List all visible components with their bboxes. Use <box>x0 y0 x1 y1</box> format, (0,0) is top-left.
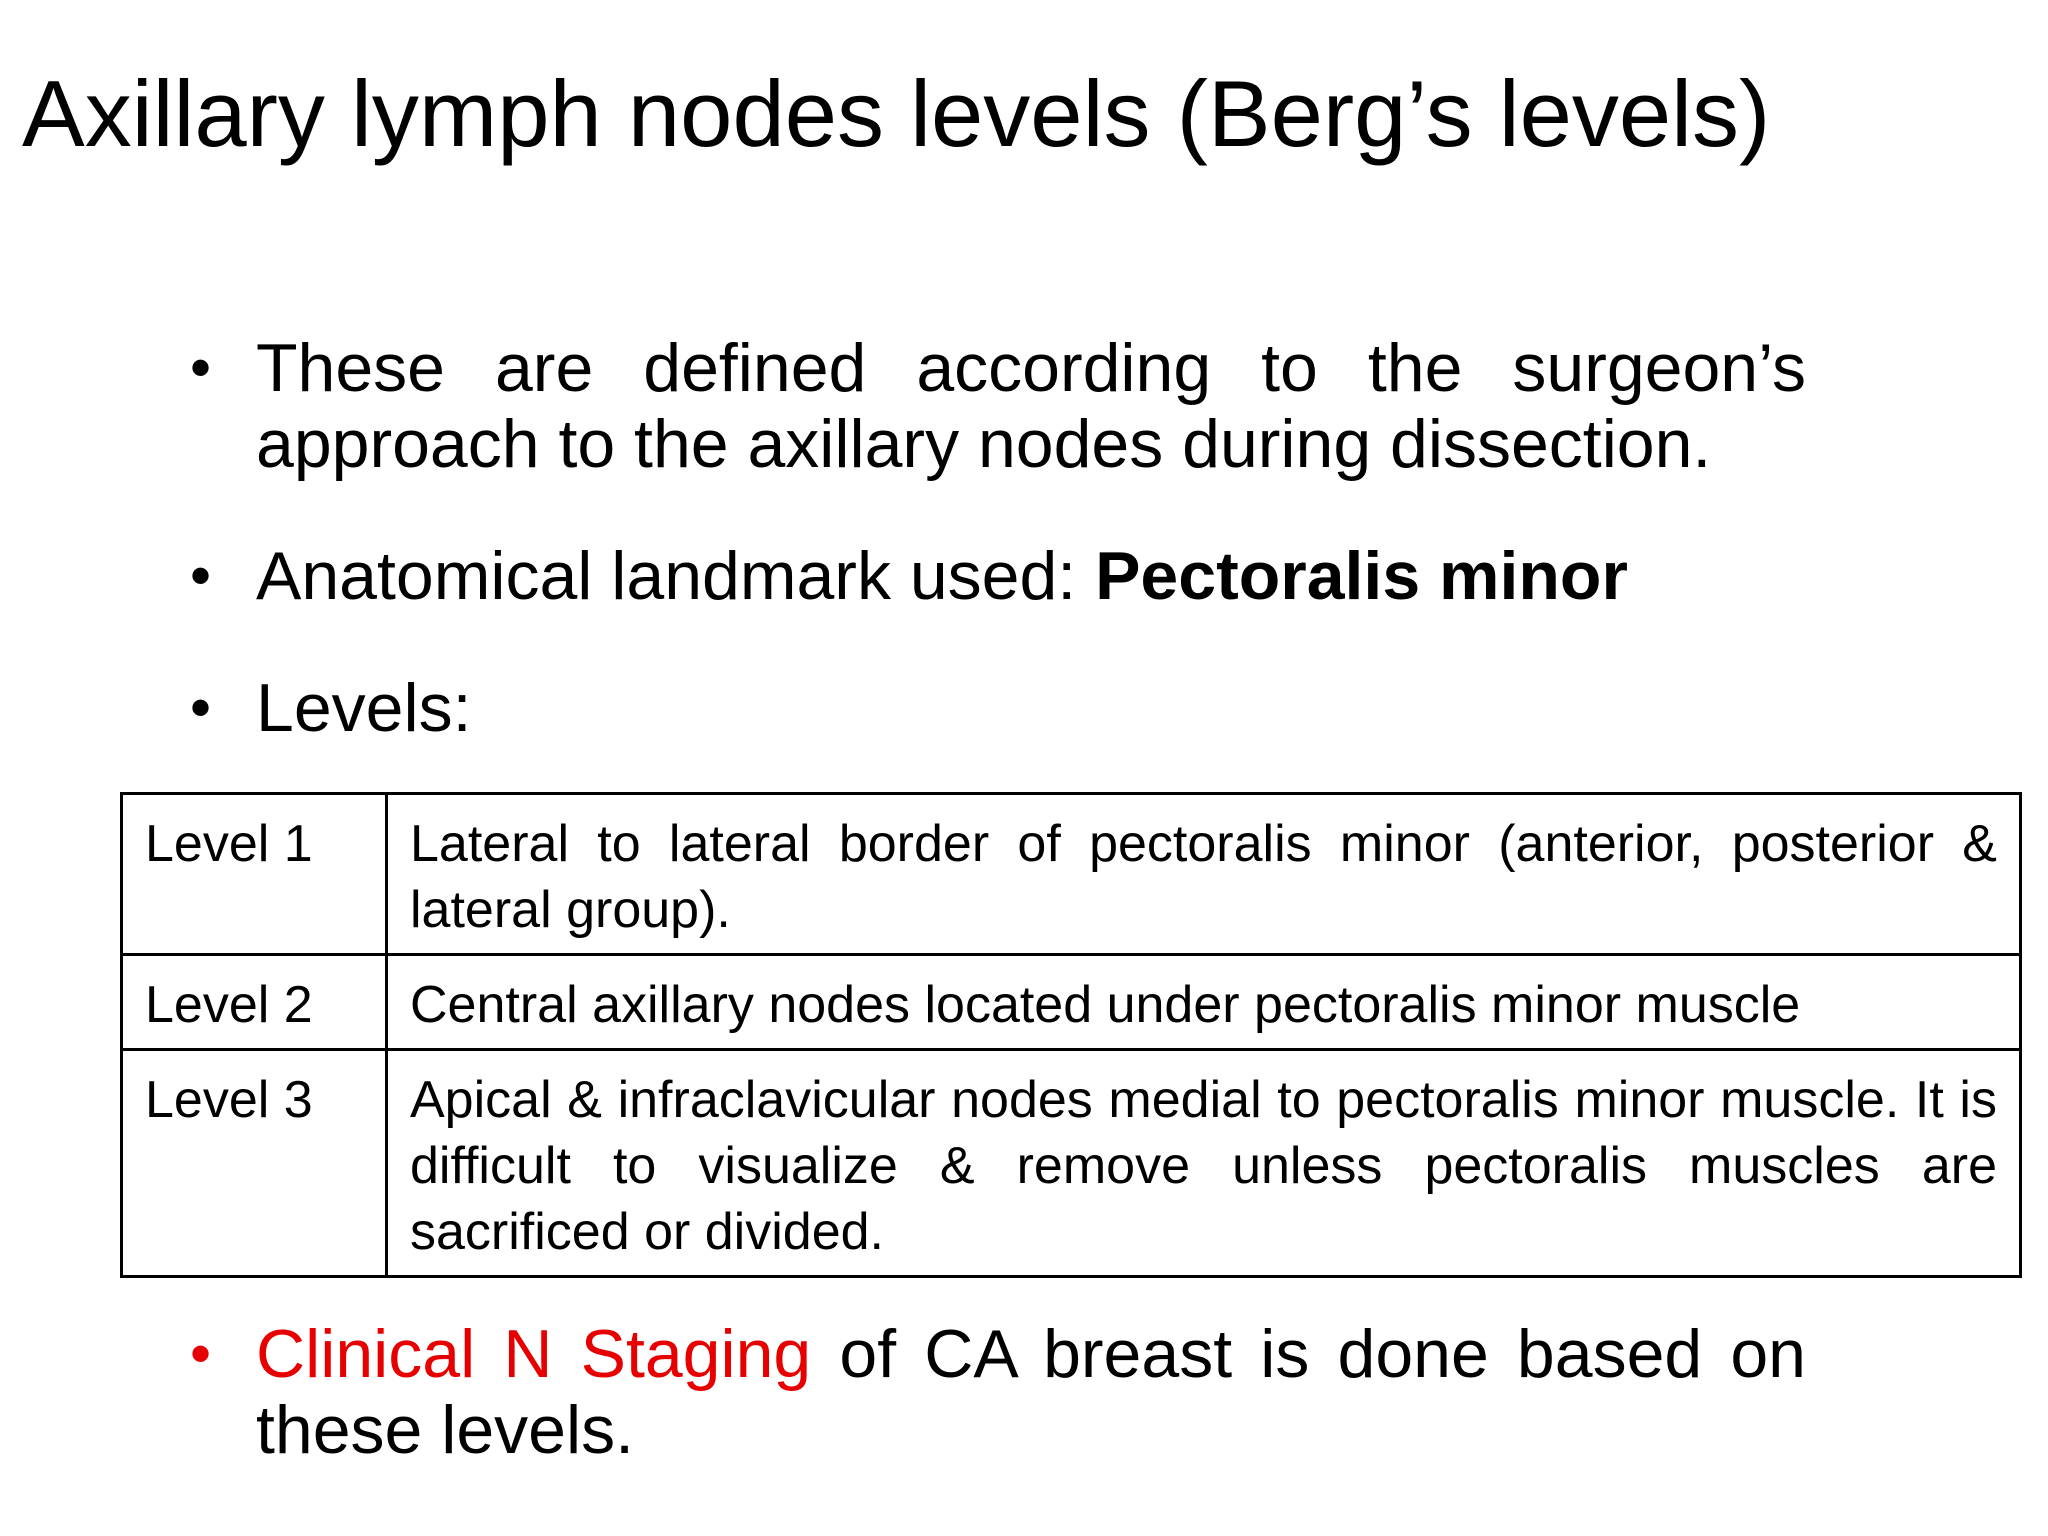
bullet-staging-text <box>256 1316 1806 1468</box>
levels-table <box>120 792 2022 1278</box>
landmark-value: Pectoralis minor <box>1095 538 1628 614</box>
table-row <box>122 1050 2021 1277</box>
table-row <box>122 794 2021 955</box>
description-cell: Lateral to lateral border of pectoralis minor (anterior, posterior & lateral group). <box>387 794 2021 955</box>
bullet-levels <box>190 670 1806 746</box>
bullet-list <box>190 330 1806 746</box>
landmark-label: Anatomical landmark used: <box>256 538 1096 614</box>
slide-title: Axillary lymph nodes levels (Berg’s levels) <box>22 61 1771 166</box>
bullet-marker: • <box>190 542 212 609</box>
level-cell: Level 1 <box>122 794 387 955</box>
level-cell: Level 3 <box>122 1050 387 1277</box>
level-cell: Level 2 <box>122 955 387 1050</box>
bullet-levels-text: Levels: <box>256 670 472 746</box>
staging-highlight: Clinical N Staging <box>256 1316 812 1392</box>
bullet-definition-text: These are defined according to the surgeon’s approach to the axillary nodes during dissection. <box>256 330 1806 482</box>
description-cell: Apical & infraclavicular nodes medial to pectoralis minor muscle. It is difficult to visualize & remove unless pectoralis muscles are sacrificed or divided. <box>387 1050 2021 1277</box>
description-cell: Central axillary nodes located under pectoralis minor muscle <box>387 955 2021 1050</box>
table-row <box>122 955 2021 1050</box>
bullet-definition <box>190 330 1806 482</box>
bullet-staging <box>190 1316 1806 1468</box>
bullet-marker: • <box>190 334 212 401</box>
bullet-landmark-text <box>256 538 1806 614</box>
bullet-marker: • <box>190 674 212 741</box>
bullet-landmark <box>190 538 1806 614</box>
staging-rest: of CA breast is done based on these levels. <box>256 1316 1806 1468</box>
bullet-marker: • <box>190 1320 212 1387</box>
